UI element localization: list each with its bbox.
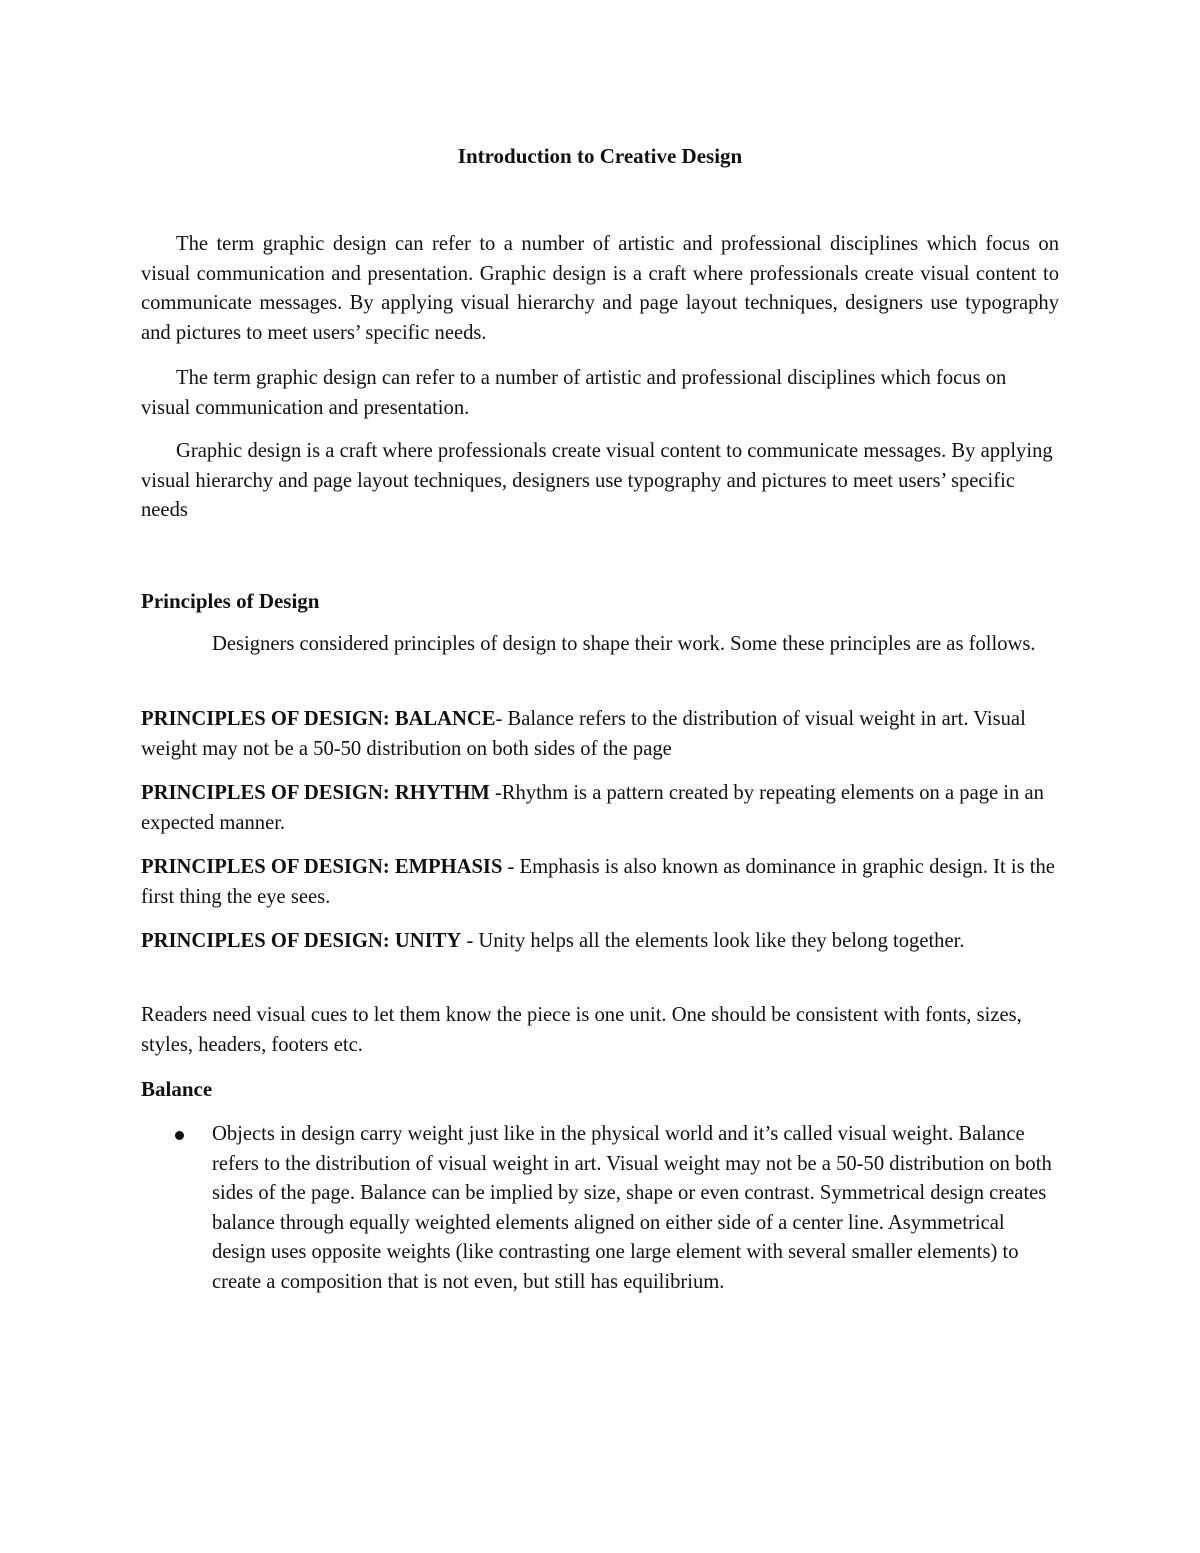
principle-balance	[141, 705, 1059, 764]
unity-note: Readers need visual cues to let them know the piece is one unit. One should be consistent with fonts, sizes, styles, headers, footers etc.	[141, 1004, 1022, 1056]
principles-intro: Designers considered principles of design to shape their work. Some these principles are as follows.	[212, 633, 1036, 655]
balance-bullet-text: Objects in design carry weight just like in the physical world and it’s called visual weight. Balance refers to the distribution of visual weight in art. Visual weight may not be a 50-50 distribution on both sides of the page. Balance can be implied by size, shape or even contrast. Symmetrical design creates balance through equally weighted elements aligned on either side of a center line. Asymmetrical design uses opposite weights (like contrasting one large element with several smaller elements) to create a composition that is not even, but still has equilibrium.	[212, 1123, 1052, 1293]
bullet-icon	[175, 1131, 184, 1140]
document-title: Introduction to Creative Design	[457, 144, 743, 168]
intro-paragraph-2: The term graphic design can refer to a number of artistic and professional disciplines which focus on visual communication and presentation.	[141, 367, 1007, 419]
principle-emphasis	[141, 853, 1059, 912]
principles-heading: Principles of Design	[141, 589, 320, 613]
intro-paragraph-1: The term graphic design can refer to a number of artistic and professional disciplines which focus on visual communication and presentation. Graphic design is a craft where professionals create visual content to communicate messages. By applying visual hierarchy and page layout techniques, designers use typography and pictures to meet users’ specific needs.	[141, 233, 1059, 344]
principle-unity	[141, 927, 1059, 957]
principle-balance-label: PRINCIPLES OF DESIGN: BALANCE	[141, 708, 496, 730]
intro-paragraph-3: Graphic design is a craft where professionals create visual content to communicate messages. By applying visual hierarchy and page layout techniques, designers use typography and pictures to meet users’ specific needs	[141, 440, 1053, 521]
principle-emphasis-text: - Emphasis is also known as dominance in graphic design. It is the first thing the eye sees.	[141, 856, 1055, 908]
balance-heading: Balance	[141, 1077, 213, 1101]
principle-balance-text: - Balance refers to the distribution of visual weight in art. Visual weight may not be a 50-50 distribution on both sides of the page	[141, 708, 1026, 760]
principle-rhythm	[141, 779, 1059, 838]
principle-emphasis-label: PRINCIPLES OF DESIGN: EMPHASIS	[141, 856, 503, 878]
principle-unity-text: - Unity helps all the elements look like they belong together.	[461, 930, 965, 952]
principle-unity-label: PRINCIPLES OF DESIGN: UNITY	[141, 930, 462, 952]
principle-rhythm-label: PRINCIPLES OF DESIGN: RHYTHM	[141, 782, 490, 804]
principle-rhythm-text: -Rhythm is a pattern created by repeating elements on a page in an expected manner.	[141, 782, 1044, 834]
